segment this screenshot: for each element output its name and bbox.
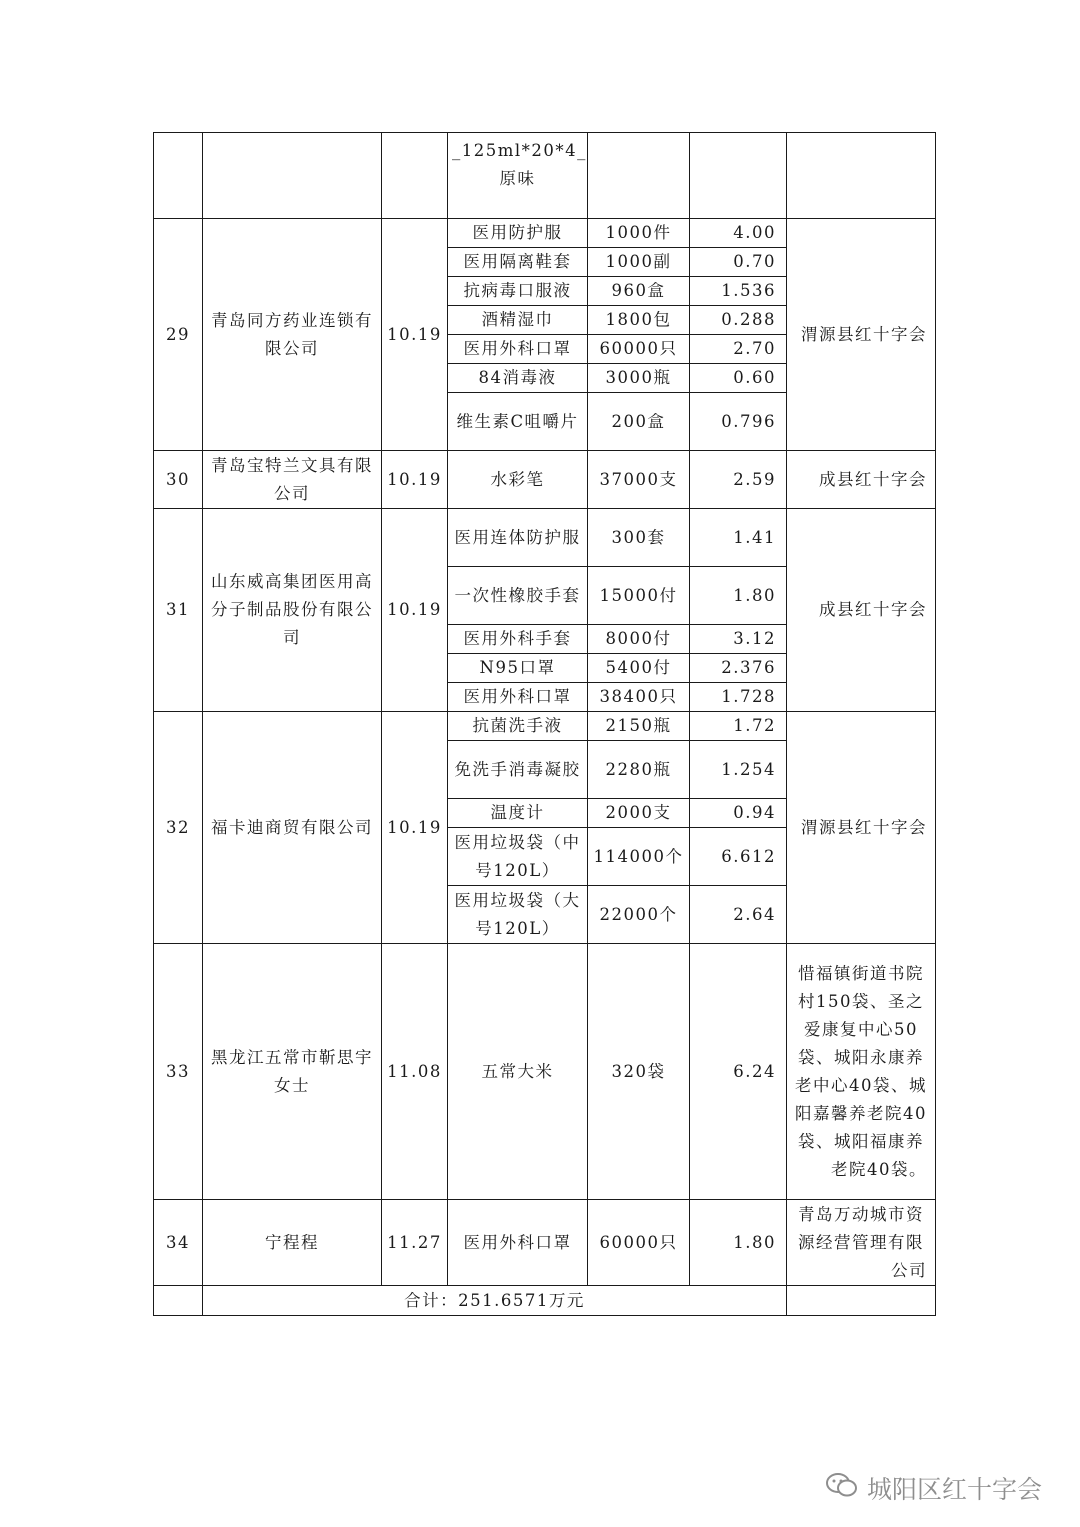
amount-cell: 2.70 — [690, 335, 787, 364]
item-name-cell: 医用垃圾袋（大号120L） — [448, 886, 588, 944]
date-cell: 10.19 — [382, 219, 448, 451]
amount-cell: 1.80 — [690, 567, 787, 625]
amount-cell: 1.41 — [690, 509, 787, 567]
donor-cell: 宁程程 — [203, 1200, 382, 1286]
amount-cell: 1.728 — [690, 683, 787, 712]
table-row — [154, 219, 936, 248]
item-name-cell: 酒精湿巾 — [448, 306, 588, 335]
total-blank-cell — [154, 1286, 203, 1316]
qty-cell: 60000只 — [588, 1200, 690, 1286]
date-cell — [382, 133, 448, 219]
donation-table — [153, 132, 936, 1316]
table-row — [154, 944, 936, 1200]
no-cell: 30 — [154, 451, 203, 509]
no-cell: 32 — [154, 712, 203, 944]
item-name-cell: 抗菌洗手液 — [448, 712, 588, 741]
no-cell — [154, 133, 203, 219]
watermark-text: 城阳区红十字会 — [866, 1475, 1042, 1504]
item-name-cell: 维生素C咀嚼片 — [448, 393, 588, 451]
amount-cell: 3.12 — [690, 625, 787, 654]
donor-cell: 山东威高集团医用高分子制品股份有限公司 — [203, 509, 382, 712]
amount-cell: 2.376 — [690, 654, 787, 683]
table-row — [154, 1200, 936, 1286]
item-name-cell: 医用外科口罩 — [448, 335, 588, 364]
qty-cell: 1000副 — [588, 248, 690, 277]
item-name-cell: 一次性橡胶手套 — [448, 567, 588, 625]
qty-cell: 114000个 — [588, 828, 690, 886]
recipient-cell — [787, 133, 936, 219]
item-name-cell: 温度计 — [448, 799, 588, 828]
qty-cell: 320袋 — [588, 944, 690, 1200]
qty-cell: 1000件 — [588, 219, 690, 248]
table-row — [154, 712, 936, 741]
item-name-cell: 84消毒液 — [448, 364, 588, 393]
recipient-cell: 青岛万动城市资源经营管理有限公司 — [787, 1200, 936, 1286]
continuation-row — [154, 133, 936, 219]
qty-cell: 22000个 — [588, 886, 690, 944]
qty-cell: 60000只 — [588, 335, 690, 364]
recipient-cell: 成县红十字会 — [787, 509, 936, 712]
item-name-cell: 五常大米 — [448, 944, 588, 1200]
qty-cell: 200盒 — [588, 393, 690, 451]
item-name-cell: _125ml*20*4_ 原味 — [448, 133, 588, 219]
no-cell: 31 — [154, 509, 203, 712]
date-cell: 11.27 — [382, 1200, 448, 1286]
amount-cell: 4.00 — [690, 219, 787, 248]
item-name-cell: 医用防护服 — [448, 219, 588, 248]
total-row — [154, 1286, 936, 1316]
item-name-cell: 医用隔离鞋套 — [448, 248, 588, 277]
amount-cell: 2.59 — [690, 451, 787, 509]
qty-cell: 2280瓶 — [588, 741, 690, 799]
qty-cell: 2150瓶 — [588, 712, 690, 741]
date-cell: 10.19 — [382, 509, 448, 712]
no-cell: 29 — [154, 219, 203, 451]
item-name-cell: 医用外科口罩 — [448, 1200, 588, 1286]
qty-cell — [588, 133, 690, 219]
amount-cell: 6.612 — [690, 828, 787, 886]
amount-cell — [690, 133, 787, 219]
donor-cell: 青岛同方药业连锁有限公司 — [203, 219, 382, 451]
table-row — [154, 509, 936, 567]
item-name-cell: 医用连体防护服 — [448, 509, 588, 567]
amount-cell: 2.64 — [690, 886, 787, 944]
item-name-cell: N95口罩 — [448, 654, 588, 683]
amount-cell: 1.80 — [690, 1200, 787, 1286]
qty-cell: 8000付 — [588, 625, 690, 654]
amount-cell: 6.24 — [690, 944, 787, 1200]
amount-cell: 0.796 — [690, 393, 787, 451]
wechat-icon — [825, 1471, 859, 1505]
donor-cell — [203, 133, 382, 219]
item-name-cell: 水彩笔 — [448, 451, 588, 509]
date-cell: 11.08 — [382, 944, 448, 1200]
item-name-cell: 医用外科口罩 — [448, 683, 588, 712]
total-cell: 合计：251.6571万元 — [203, 1286, 787, 1316]
amount-cell: 0.288 — [690, 306, 787, 335]
qty-cell: 300套 — [588, 509, 690, 567]
date-cell: 10.19 — [382, 451, 448, 509]
donor-cell: 福卡迪商贸有限公司 — [203, 712, 382, 944]
qty-cell: 3000瓶 — [588, 364, 690, 393]
recipient-cell: 渭源县红十字会 — [787, 712, 936, 944]
qty-cell: 38400只 — [588, 683, 690, 712]
qty-cell: 1800包 — [588, 306, 690, 335]
amount-cell: 1.72 — [690, 712, 787, 741]
item-name-cell: 医用外科手套 — [448, 625, 588, 654]
item-name-cell: 免洗手消毒凝胶 — [448, 741, 588, 799]
amount-cell: 0.94 — [690, 799, 787, 828]
donor-cell: 黑龙江五常市靳思宇女士 — [203, 944, 382, 1200]
total-blank-cell — [787, 1286, 936, 1316]
recipient-cell: 惜福镇街道书院村150袋、圣之爱康复中心50袋、城阳永康养老中心40袋、城阳嘉馨养老院40袋、城阳福康养老院40袋。 — [787, 944, 936, 1200]
recipient-cell: 渭源县红十字会 — [787, 219, 936, 451]
table-row — [154, 451, 936, 509]
amount-cell: 1.536 — [690, 277, 787, 306]
qty-cell: 5400付 — [588, 654, 690, 683]
recipient-cell: 成县红十字会 — [787, 451, 936, 509]
item-name-cell: 抗病毒口服液 — [448, 277, 588, 306]
qty-cell: 2000支 — [588, 799, 690, 828]
amount-cell: 0.60 — [690, 364, 787, 393]
date-cell: 10.19 — [382, 712, 448, 944]
wechat-watermark — [825, 1470, 1042, 1506]
qty-cell: 960盒 — [588, 277, 690, 306]
no-cell: 34 — [154, 1200, 203, 1286]
no-cell: 33 — [154, 944, 203, 1200]
amount-cell: 1.254 — [690, 741, 787, 799]
amount-cell: 0.70 — [690, 248, 787, 277]
qty-cell: 37000支 — [588, 451, 690, 509]
donor-cell: 青岛宝特兰文具有限公司 — [203, 451, 382, 509]
qty-cell: 15000付 — [588, 567, 690, 625]
item-name-cell: 医用垃圾袋（中号120L） — [448, 828, 588, 886]
